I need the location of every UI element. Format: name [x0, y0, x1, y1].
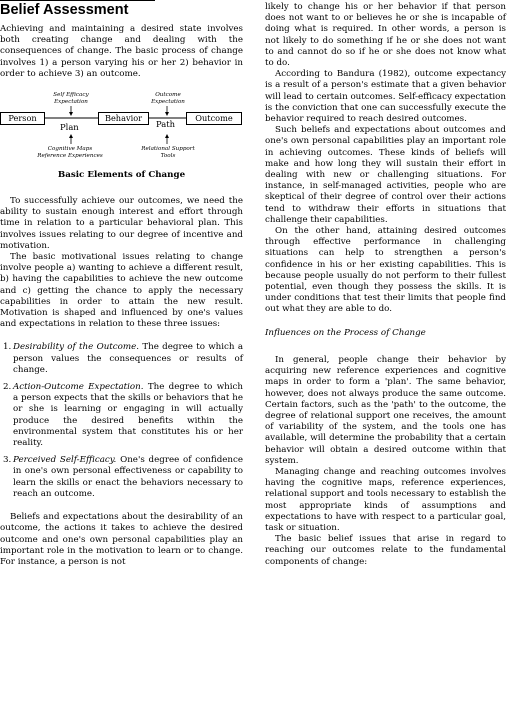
behavior-box: Behavior: [98, 112, 149, 125]
person-box: Person: [0, 112, 45, 125]
left-paragraph-2: The basic motivational issues relating to change involve people a) wanting to achieve a different result, b) having the capabilities to achieve the new outcome and c) getting the chance to apply the necessary capabilities in order to attain the new result. Motivation is shaped and influenced by one's values and expectations in relation to these three issues:: [0, 252, 243, 330]
influences-subheading: Influences on the Process of Change: [265, 327, 426, 338]
right-paragraph-5: In general, people change their behavior by acquiring new reference experiences and cognitive maps in order to form a 'plan'. The same behavior, however, does not always produce the same outcome. Certain factors, such as the 'path' to the outcome, the degree of relational support one receives, the amount of variability of the system, and the tools one has available, will determine the probability that a certain behavior will obtain a desired outcome within that system.: [265, 354, 506, 466]
list-item: 2. Action-Outcome Expectation. The degree to which a person expects that the skills or behaviors that he or she is learning or engaging in will actually produce the desired benefits within the environmental system that constitutes his or her reality.: [3, 382, 243, 449]
right-paragraph-3: Such beliefs and expectations about outcomes and one's own personal capabilities play an important role in achieving outcomes. These kinds of beliefs will make and how long they will sustain their effort in dealing with new or challenging situations. For instance, in self-managed activities, people who are skeptical of their degree of control over their actions tend to withdraw their efforts in situations that challenge their capabilities.: [265, 125, 506, 225]
right-paragraph-6: Managing change and reaching outcomes involves having the cognitive maps, reference experiences, relational support and tools necessary to establish the most appropriate kinds of assumptions and expectations to have with respect to a particular goal, task or situation.: [265, 466, 506, 533]
left-paragraph-3: Beliefs and expectations about the desirability of an outcome, the actions it takes to achieve the desired outcome and one's own personal capabilities play an important role in the motivation to learn or to change. For instance, a person is not: [0, 512, 243, 567]
section-title: Belief Assessment: [0, 0, 155, 18]
right-paragraph-2: According to Bandura (1982), outcome expectancy is a result of a person's estimate that a given behavior will lead to certain outcomes. Self-efficacy expectation is the conviction that one can successfully execute the behavior required to reach desired outcomes.: [265, 69, 506, 125]
plan-label: Plan: [60, 122, 79, 133]
list-item: 3. Perceived Self-Efficacy. One's degree of confidence in one's own personal effectiveness or capability to learn the skills or enact the behaviors necessary to reach an outcome.: [3, 455, 244, 499]
relational-support-label: Relational Support Tools: [141, 146, 195, 160]
intro-paragraph: Achieving and maintaining a desired state involves both creating change and dealing with the consequences of change. The basic process of change involves 1) a person varying his or her 2) behavior in order to achieve 3) an outcome.: [0, 24, 243, 79]
outcome-expectation-label: Outcome Expectation: [151, 92, 185, 106]
self-efficacy-label: Self Efficacy Expectation: [53, 92, 89, 106]
cognitive-maps-label: Cognitive Maps Reference Experiences: [37, 146, 103, 160]
right-paragraph-1: likely to change his or her behavior if that person does not want to or believes he or she is incapable of doing what is required. In other words, a person is not likely to do something if he or she does not want to and cannot do so if he or she does not know what to do.: [265, 2, 506, 69]
motivation-list: [0, 342, 243, 500]
path-label: Path: [156, 119, 176, 130]
right-paragraph-7: The basic belief issues that arise in regard to reaching our outcomes relate to the fundamental components of change:: [265, 534, 506, 567]
right-column: [265, 0, 506, 568]
list-item: 1. Desirability of the Outcome. The degree to which a person values the consequences or results of change.: [3, 342, 243, 375]
basic-elements-heading: Basic Elements of Change: [57, 170, 186, 181]
right-paragraph-4: On the other hand, attaining desired outcomes through effective performance in challenging situations can help to strengthen a person's confidence in his or her existing capabilities. This is because people usually do not perform to their fullest potential, even though they possess the skills. It is under conditions that test their limits that people find out what they are able to do.: [265, 226, 506, 315]
left-paragraph-1: To successfully achieve our outcomes, we need the ability to sustain enough interest and effort through time in relation to a particular behavioral plan. This involves issues relating to our degree of incentive and motivation.: [0, 196, 243, 251]
diagram-lines: [0, 86, 243, 196]
change-diagram: [0, 86, 243, 196]
left-column: [0, 0, 243, 568]
outcome-box: Outcome: [186, 112, 242, 125]
